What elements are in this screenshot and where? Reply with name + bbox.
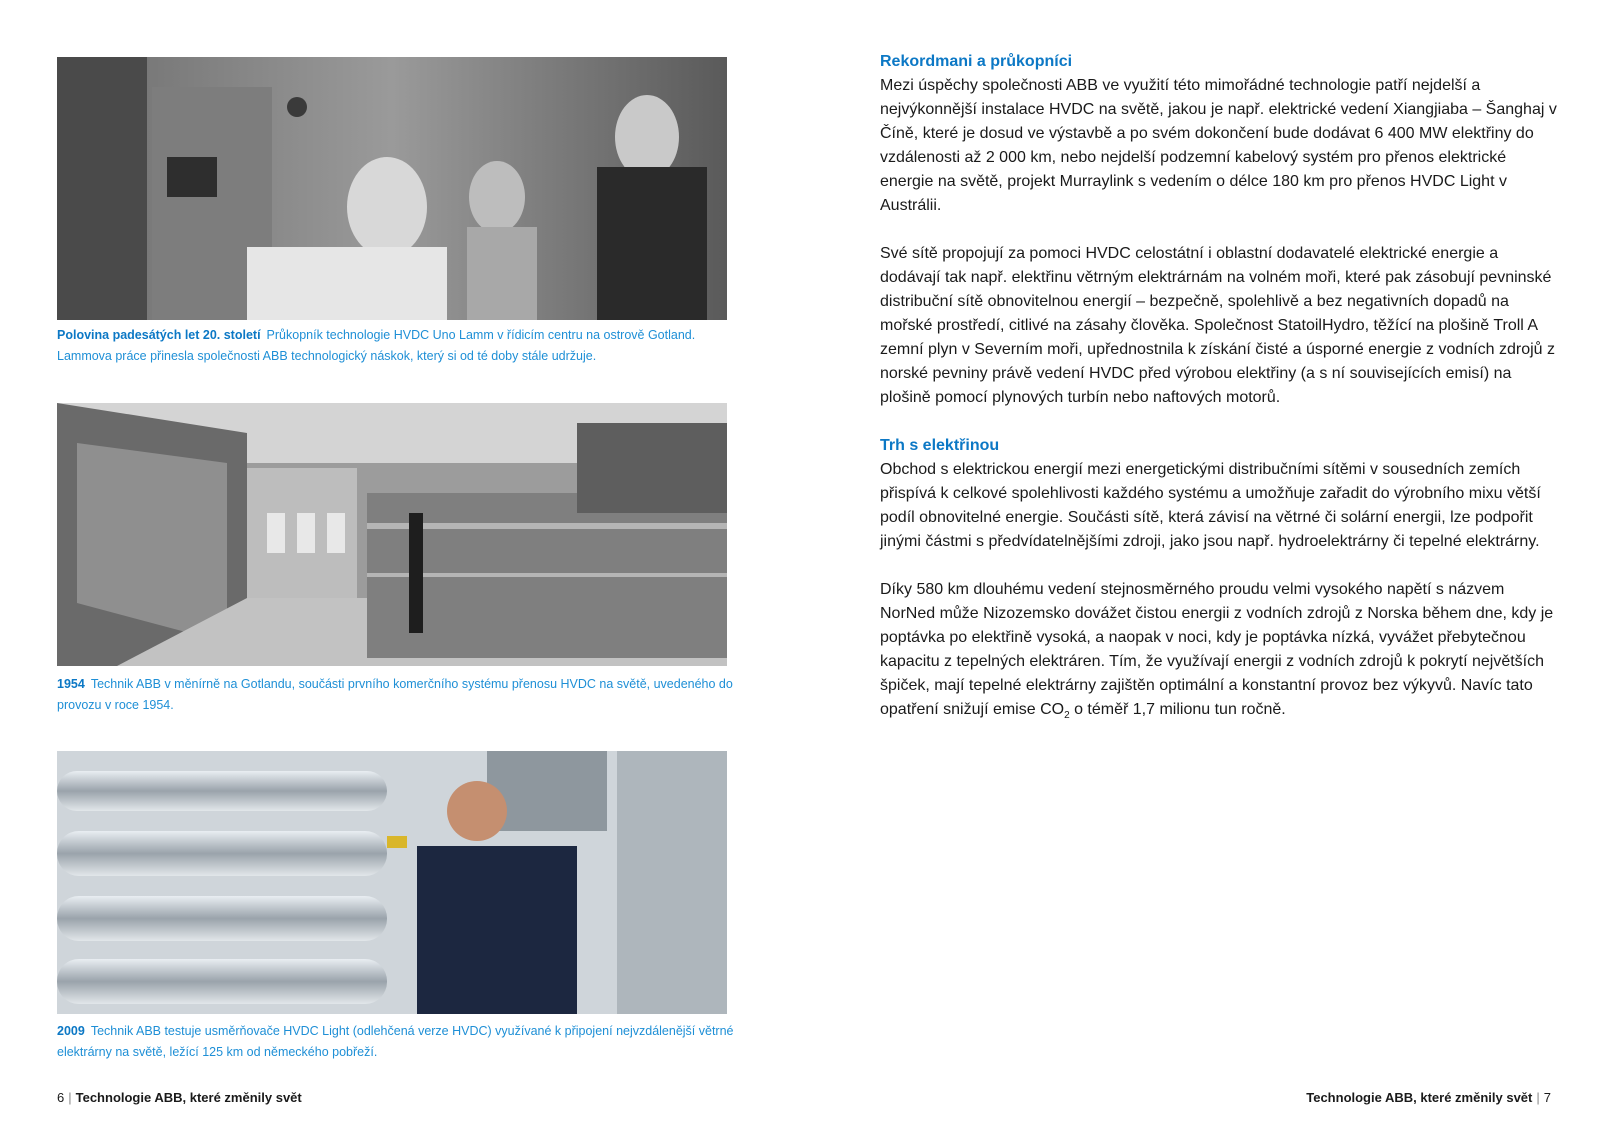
paragraph-text-end: o téměř 1,7 milionu tun ročně.	[1069, 701, 1286, 718]
photo-uno-lamm-control-room	[57, 57, 727, 320]
section-heading-electricity-market: Trh s elektřinou	[880, 437, 1000, 454]
photo-gotland-converter-station	[57, 403, 727, 666]
paragraph-text: Díky 580 km dlouhému vedení stejnosměrného proudu velmi vysokého napětí s názvem NorNed může Nizozemsko dovážet čistou energii z vodních zdrojů z Norska během dne, kdy je poptávka po elektřině vysoká, a naopak v noci, kdy je poptávka nízká, vyvážet přebytečnou kapacitu z tepelných elektráren. Tím, že využívají energii z vodních zdrojů k pokrytí největších špiček, mají tepelné elektrárny zajištěn optimální a konstantní provoz bez výkyvů. Navíc tato opatření snižují emise CO	[880, 581, 1554, 718]
paragraph: Své sítě propojují za pomoci HVDC celostátní i oblastní dodavatelé elektrické energie a dodávají tak např. elektřinu větrným elektrárnám na volném moři, které pak zásobují pevninské distribuční sítě obnovitelnou energií – bezpečně, spolehlivě a bez negativních dopadů na mořské prostředí, citlivé na zásahy člověka. Společnost StatoilHydro, těžící na plošině Troll A zemní plyn v Severním moři, upřednostnila k získání čisté a úsporné energie z vodních zdrojů z norské pevniny právě vedení HVDC před výrobou elektřiny (a s ní souvisejících emisí) na plošině pomocí plynových turbín nebo naftových motorů.	[880, 245, 1555, 406]
footer-separator: |	[1536, 1090, 1540, 1105]
photo-caption-2	[57, 674, 737, 716]
paragraph: Mezi úspěchy společnosti ABB ve využití této mimořádné technologie patří nejdelší a nejvýkonnější instalace HVDC na světě, jakou je např. elektrické vedení Xiangjiaba – Šanghaj v Číně, které je dosud ve výstavbě a po svém dokončení bude dodávat 6 400 MW elektřiny do vzdálenosti až 2 000 km, nebo nejdelší podzemní kabelový systém pro přenos elektrické energie na světě, projekt Murraylink s vedením o délce 180 km pro přenos HVDC Light v Austrálii.	[880, 77, 1557, 214]
page-number: 7	[1543, 1090, 1551, 1105]
caption-lead: Polovina padesátých let 20. století	[57, 328, 261, 342]
caption-text: Technik ABB testuje usměrňovače HVDC Light (odlehčená verze HVDC) využívané k připojení nejvzdálenější větrné elektrárny na světě, ležící 125 km od německého pobřeží.	[57, 1024, 734, 1059]
photo-caption-1	[57, 325, 737, 367]
paragraph	[880, 578, 1560, 728]
footer-separator: |	[68, 1090, 72, 1105]
caption-lead: 2009	[57, 1024, 85, 1038]
right-column	[880, 50, 1560, 728]
caption-lead: 1954	[57, 677, 85, 691]
publication-title: Technologie ABB, které změnily svět	[1306, 1090, 1533, 1105]
paragraph: Obchod s elektrickou energií mezi energetickými distribučními sítěmi v sousedních zemích přispívá k celkové spolehlivosti každého systému a umožňuje zařadit do výrobního mixu větší podíl obnovitelné energie. Součásti sítě, která závisí na větrné či solární energii, lze podpořit jinými částmi s předvídatelnějšími zdroji, jako jsou např. hydroelektrárny či tepelné elektrárny.	[880, 461, 1541, 550]
section-heading-records: Rekordmani a průkopníci	[880, 53, 1073, 70]
photo-hvdc-light-valves	[57, 751, 727, 1014]
footer-left	[57, 1090, 302, 1106]
caption-text: Průkopník technologie HVDC Uno Lamm v řídicím centru na ostrově Gotland. Lammova práce přinesla společnosti ABB technologický náskok, který si od té doby stále udržuje.	[57, 328, 696, 363]
page-number: 6	[57, 1090, 65, 1105]
footer-right	[1306, 1090, 1551, 1106]
publication-title: Technologie ABB, které změnily svět	[75, 1090, 302, 1105]
caption-text: Technik ABB v měnírně na Gotlandu, součásti prvního komerčního systému přenosu HVDC na světě, uvedeného do provozu v roce 1954.	[57, 677, 733, 712]
co2-subscript: 2	[1064, 710, 1070, 722]
photo-caption-3	[57, 1021, 737, 1063]
